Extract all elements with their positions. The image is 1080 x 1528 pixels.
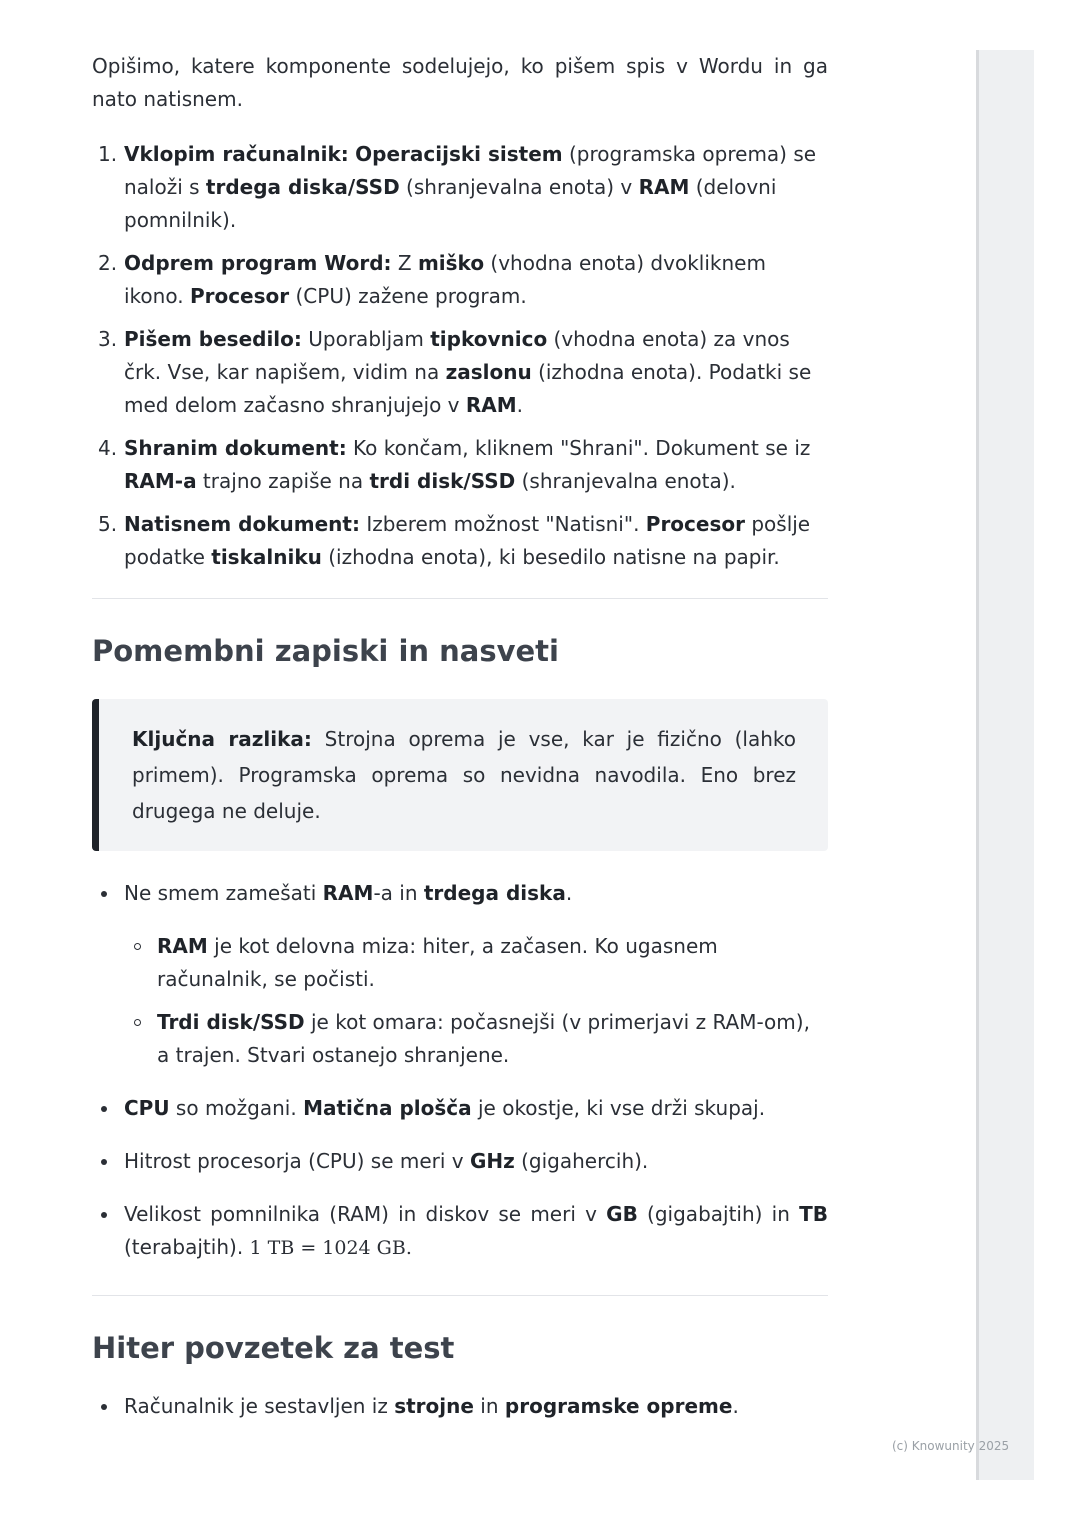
text: trajno zapiše na	[196, 469, 370, 493]
text: in	[473, 1394, 505, 1418]
text: (terabajtih).	[124, 1235, 250, 1259]
key-difference-callout	[92, 699, 828, 851]
bold-term: strojne	[394, 1394, 474, 1418]
list-item	[92, 508, 828, 574]
bold-term: GHz	[469, 1149, 515, 1173]
text: .	[565, 881, 573, 905]
text: (shranjevalna enota) v	[399, 175, 639, 199]
bold-term: RAM-a	[124, 469, 197, 493]
text: (CPU) zažene program.	[289, 284, 527, 308]
list-number: 3.	[98, 327, 118, 351]
text: (vhodna enota) dvokliknem ikono.	[124, 251, 766, 308]
text: je kot delovna miza: hiter, a začasen. Ko ugasnem računalnik, se počisti.	[157, 934, 718, 991]
notes-list	[92, 877, 828, 1265]
section-heading: Hiter povzetek za test	[92, 1331, 455, 1365]
list-item	[92, 1198, 828, 1265]
list-item	[92, 323, 828, 422]
bold-term: Operacijski sistem	[355, 142, 563, 166]
text: (delovni pomnilnik).	[124, 175, 777, 232]
bold-term: RAM	[157, 934, 208, 958]
side-panel	[976, 50, 1034, 1480]
bold-term: trdega diska	[423, 881, 566, 905]
step-title: Shranim dokument:	[124, 436, 347, 460]
bold-term: Procesor	[189, 284, 290, 308]
text: Izberem možnost "Natisni".	[359, 512, 646, 536]
list-item	[92, 138, 828, 237]
text: Z	[391, 251, 418, 275]
list-item	[92, 247, 828, 313]
bold-term: zaslonu	[445, 360, 532, 384]
text: je kot omara: počasnejši (v primerjavi z RAM-om), a trajen. Stvari ostanejo shranjene.	[157, 1010, 810, 1067]
text: pošlje podatke	[124, 512, 811, 569]
bold-term: Procesor	[645, 512, 745, 536]
list-number: 5.	[98, 512, 118, 536]
intro-paragraph: Opišimo, katere komponente sodelujejo, ko pišem spis v Wordu in ga nato natisnem.	[92, 54, 828, 111]
step-title: Natisnem dokument:	[124, 512, 360, 536]
text: (gigahercih).	[514, 1149, 649, 1173]
bold-term: GB	[606, 1202, 638, 1226]
text: (programska oprema) se naloži s	[124, 142, 817, 199]
text: Hitrost procesorja (CPU) se meri v	[124, 1149, 470, 1173]
step-title: Vklopim računalnik:	[124, 142, 349, 166]
list-number: 1.	[98, 142, 118, 166]
list-item	[92, 1145, 828, 1178]
text: Ko končam, kliknem "Shrani". Dokument se iz	[346, 436, 811, 460]
step-title: Pišem besedilo:	[124, 327, 302, 351]
bold-term: trdi disk/SSD	[369, 469, 516, 493]
formula: 1 TB = 1024 GB.	[249, 1237, 412, 1259]
bold-term: RAM	[465, 393, 517, 417]
list-number: 2.	[98, 251, 118, 275]
text: Ne smem zamešati	[124, 881, 323, 905]
summary-list	[92, 1390, 828, 1423]
text: Velikost pomnilnika (RAM) in diskov se meri v	[124, 1202, 607, 1226]
text: (izhodna enota). Podatki se med delom začasno shranjujejo v	[124, 360, 812, 417]
list-item	[92, 1092, 828, 1125]
text: (izhodna enota), ki besedilo natisne na papir.	[321, 545, 780, 569]
text: Uporabljam	[301, 327, 431, 351]
text: .	[516, 393, 523, 417]
text: Računalnik je sestavljen iz	[124, 1394, 395, 1418]
bold-term: Trdi disk/SSD	[157, 1010, 305, 1034]
divider	[92, 598, 828, 599]
steps-list	[92, 138, 828, 574]
sub-list-item	[124, 930, 828, 996]
text: (gigabajtih) in	[637, 1202, 800, 1226]
text: je okostje, ki vse drži skupaj.	[471, 1096, 766, 1120]
text: .	[732, 1394, 739, 1418]
section-heading: Pomembni zapiski in nasveti	[92, 634, 559, 668]
list-number: 4.	[98, 436, 118, 460]
bold-term: tiskalniku	[211, 545, 322, 569]
bold-term: RAM	[638, 175, 690, 199]
bold-term: RAM	[322, 881, 374, 905]
callout-label: Ključna razlika:	[132, 727, 312, 751]
list-item	[92, 1390, 828, 1423]
list-item	[92, 877, 828, 1072]
list-item	[92, 432, 828, 498]
sub-list-item	[124, 1006, 828, 1072]
document-page	[92, 50, 828, 1443]
callout-text: Strojna oprema je vse, kar je fizično (lahko primem). Programska oprema so nevidna navodila. Eno brez drugega ne deluje.	[132, 727, 796, 823]
bold-term: Matična plošča	[303, 1096, 472, 1120]
divider	[92, 1295, 828, 1296]
bold-term: TB	[799, 1202, 829, 1226]
text: (vhodna enota) za vnos črk. Vse, kar napišem, vidim na	[124, 327, 790, 384]
text: -a in	[373, 881, 424, 905]
text: so možgani.	[169, 1096, 304, 1120]
bold-term: tipkovnico	[430, 327, 548, 351]
sub-list	[124, 930, 828, 1072]
text: (shranjevalna enota).	[515, 469, 736, 493]
bold-term: miško	[417, 251, 485, 275]
step-title: Odprem program Word:	[124, 251, 392, 275]
bold-term: CPU	[124, 1096, 170, 1120]
bold-term: programske opreme	[504, 1394, 733, 1418]
bold-term: trdega diska/SSD	[205, 175, 400, 199]
copyright-footer: (c) Knowunity 2025	[892, 1439, 1010, 1453]
